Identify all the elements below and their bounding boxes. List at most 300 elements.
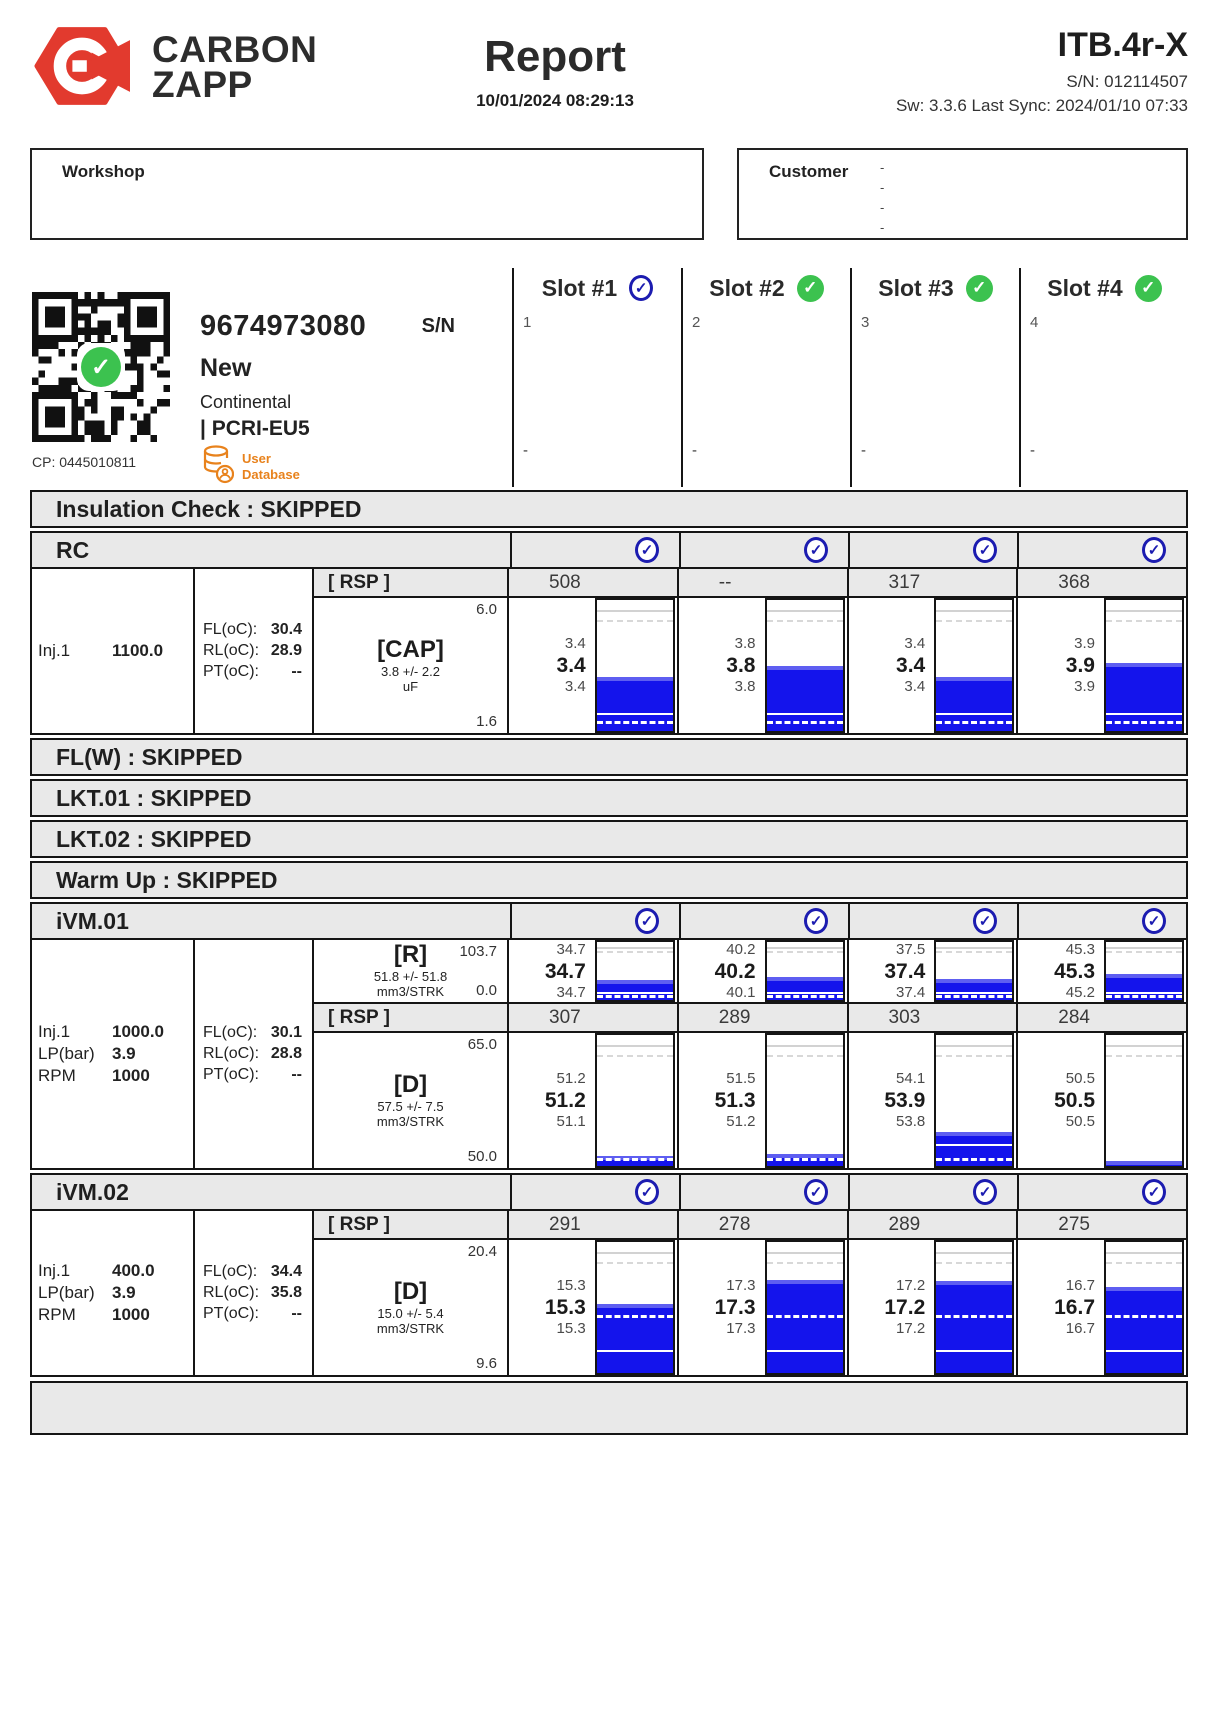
injector-part-number: 9674973080 — [200, 310, 367, 342]
lower-limit-dashed-line — [597, 995, 673, 998]
upper-limit-dashed-line — [936, 951, 1012, 953]
lower-limit-dashed-line — [767, 721, 843, 724]
scale-max: 6.0 — [476, 601, 497, 618]
param-value: 1000 — [112, 1066, 150, 1085]
bar-chart — [1104, 1033, 1184, 1168]
value-min: 53.8 — [896, 1113, 926, 1130]
test-body — [30, 1211, 1188, 1377]
upper-limit-dashed-line — [936, 620, 1012, 622]
user-database-label — [242, 451, 300, 482]
bar-fill — [1106, 1287, 1182, 1373]
rsp-row — [314, 569, 1186, 598]
lower-limit-line — [1106, 713, 1182, 715]
rsp-value: 303 — [849, 1004, 1019, 1031]
brand-wordmark — [152, 29, 318, 106]
lower-limit-dashed-line — [936, 721, 1012, 724]
upper-limit-dashed-line — [767, 1055, 843, 1057]
upper-limit-line — [1106, 610, 1182, 612]
slot-measure-cell — [1018, 1033, 1186, 1168]
temperature-params — [195, 569, 314, 733]
value-min: 34.7 — [556, 983, 586, 1001]
lower-limit-line — [767, 992, 843, 994]
lower-limit-line — [597, 992, 673, 994]
temp-label: PT(oC): — [203, 663, 259, 680]
value-avg: 3.8 — [726, 654, 756, 677]
value-min: 16.7 — [1065, 1320, 1095, 1337]
test-rows — [314, 569, 1186, 733]
section-title: LKT.02 : SKIPPED — [56, 825, 252, 852]
rsp-label: [ RSP ] — [314, 1211, 509, 1238]
value-avg: 15.3 — [544, 1296, 586, 1319]
qr-code — [32, 292, 170, 442]
slot-label: Slot #3 — [878, 274, 954, 301]
rsp-value: 508 — [509, 569, 679, 596]
value-max: 3.9 — [1074, 635, 1095, 652]
scale-min: 1.6 — [476, 713, 497, 730]
measure-label-cell — [314, 940, 509, 1002]
report-datetime: 10/01/2024 08:29:13 — [476, 91, 634, 110]
lower-limit-dashed-line — [936, 1158, 1012, 1161]
rsp-value: 284 — [1058, 1006, 1090, 1028]
param-row — [38, 1044, 189, 1064]
slot-measure-cell — [679, 1033, 849, 1168]
slot-number: 3 — [861, 314, 870, 331]
slot-label: Slot #4 — [1047, 274, 1123, 301]
report-header — [375, 32, 735, 111]
value-avg: 17.2 — [884, 1296, 926, 1319]
workshop-box — [30, 148, 704, 240]
slot-pass-check-green-icon: ✓ — [797, 275, 824, 302]
param-value: 1000 — [112, 1305, 150, 1324]
param-row — [38, 1066, 189, 1086]
slot-pass-check-blue-icon: ✓ — [1142, 1179, 1166, 1205]
bar-chart — [765, 1240, 845, 1375]
bar-chart — [1104, 940, 1184, 1002]
temp-row — [203, 663, 302, 681]
temp-value: 28.9 — [270, 642, 302, 659]
temp-row — [203, 1263, 302, 1281]
scale-max: 103.7 — [459, 943, 497, 960]
test-band — [30, 531, 1188, 569]
value-max: 3.8 — [734, 635, 756, 652]
temp-value: 34.4 — [270, 1263, 302, 1280]
param-row — [38, 1305, 189, 1325]
slot-pass-check-blue-icon: ✓ — [973, 1179, 997, 1205]
slot-serial-placeholder: - — [523, 442, 528, 459]
temperature-params — [195, 940, 314, 1168]
measure-row — [314, 1240, 1186, 1375]
measure-unit: mm3/STRK — [376, 984, 445, 1000]
slot-serial-placeholder: - — [861, 442, 866, 459]
lower-limit-line — [597, 1350, 673, 1352]
param-value: 3.9 — [112, 1044, 136, 1063]
section-title: Insulation Check : SKIPPED — [56, 495, 362, 522]
upper-limit-line — [936, 1045, 1012, 1047]
upper-limit-dashed-line — [1106, 951, 1182, 953]
lower-limit-dashed-line — [597, 721, 673, 724]
slot-measure-values — [679, 940, 765, 1002]
upper-limit-dashed-line — [767, 951, 843, 953]
slot-column-3 — [850, 268, 1019, 487]
slot-measure-values — [509, 1033, 595, 1168]
value-min: 3.8 — [734, 678, 756, 695]
injector-info — [30, 268, 512, 487]
slot-result-cell — [848, 1175, 1017, 1209]
page-title: Report — [484, 32, 626, 81]
lower-limit-dashed-line — [597, 1315, 673, 1318]
value-max: 3.4 — [904, 635, 926, 652]
rsp-label: [ RSP ] — [314, 1004, 509, 1031]
param-label: Inj.1 — [38, 641, 71, 660]
skipped-band — [30, 490, 1188, 528]
slot-measure-values — [509, 598, 595, 733]
brand-line1: CARBON — [152, 29, 318, 70]
temp-row — [203, 1024, 302, 1042]
param-label: RPM — [38, 1305, 76, 1324]
upper-limit-line — [1106, 947, 1182, 949]
measure-tolerance: 51.8 +/- 51.8 — [373, 969, 448, 985]
sections — [30, 490, 1188, 1435]
bar-chart — [934, 940, 1014, 1002]
customer-notes — [880, 158, 884, 238]
upper-limit-dashed-line — [597, 1055, 673, 1057]
skipped-band — [30, 861, 1188, 899]
measure-label-stack — [314, 1278, 507, 1336]
upper-limit-line — [767, 1252, 843, 1254]
bar-chart — [765, 1033, 845, 1168]
slot-column-1 — [512, 268, 681, 487]
slot-measure-values — [679, 1033, 765, 1168]
device-serial: S/N: 012114507 — [1066, 72, 1188, 91]
slot-result-cell — [848, 533, 1017, 567]
value-max: 51.2 — [556, 1070, 586, 1087]
measure-label-cell — [314, 1033, 509, 1168]
lower-limit-line — [597, 1144, 673, 1146]
temp-value: 35.8 — [270, 1284, 302, 1301]
temp-value: -- — [291, 663, 302, 680]
slot-column-2 — [681, 268, 850, 487]
rsp-value: 289 — [849, 1211, 1019, 1238]
value-avg: 3.4 — [896, 654, 926, 677]
slot-header — [683, 268, 850, 308]
temp-row — [203, 1305, 302, 1323]
upper-limit-dashed-line — [936, 1055, 1012, 1057]
slot-measure-cell — [1018, 940, 1186, 1002]
test-band — [30, 1173, 1188, 1211]
slot-measure-values — [509, 1240, 595, 1375]
customer-label: Customer — [769, 162, 849, 181]
slot-measure-cell — [679, 940, 849, 1002]
value-avg: 16.7 — [1054, 1296, 1095, 1319]
slot-pass-check-blue-icon: ✓ — [804, 1179, 828, 1205]
temp-row — [203, 1045, 302, 1063]
slot-result-cell — [510, 904, 679, 938]
skipped-band — [30, 820, 1188, 858]
temp-label: RL(oC): — [203, 1284, 260, 1301]
lower-limit-line — [1106, 992, 1182, 994]
value-avg: 45.3 — [1054, 959, 1095, 983]
slot-result-cell — [1017, 1175, 1186, 1209]
customer-note-line: - — [880, 180, 885, 195]
skipped-band — [30, 738, 1188, 776]
upper-limit-line — [936, 610, 1012, 612]
upper-limit-dashed-line — [767, 1262, 843, 1264]
param-value: 3.9 — [112, 1283, 136, 1302]
value-avg: 51.3 — [714, 1089, 756, 1112]
bar-chart — [934, 1033, 1014, 1168]
value-max: 50.5 — [1065, 1070, 1095, 1087]
slot-pass-check-green-icon: ✓ — [1135, 275, 1162, 302]
slot-pass-check-blue-icon: ✓ — [629, 275, 653, 301]
upper-limit-dashed-line — [1106, 1055, 1182, 1057]
value-min: 50.5 — [1065, 1113, 1095, 1130]
value-min: 40.1 — [726, 983, 756, 1001]
customer-note-line: - — [880, 160, 885, 175]
slot-measure-cell — [849, 598, 1019, 733]
value-max: 15.3 — [556, 1277, 586, 1294]
slot-measure-cell — [509, 940, 679, 1002]
measure-name: [CAP] — [377, 635, 444, 663]
value-avg: 51.2 — [544, 1089, 586, 1112]
injector-type: | PCRI-EU5 — [200, 417, 310, 440]
rsp-value: 368 — [1058, 571, 1090, 593]
injector-params — [32, 940, 195, 1168]
value-min: 3.9 — [1074, 678, 1095, 695]
param-label: LP(bar) — [38, 1283, 95, 1302]
injector-params — [32, 1211, 195, 1375]
upper-limit-dashed-line — [1106, 620, 1182, 622]
bar-fill — [1106, 1161, 1182, 1166]
upper-limit-dashed-line — [1106, 1262, 1182, 1264]
slot-number: 1 — [523, 314, 532, 331]
temp-value: -- — [291, 1305, 302, 1322]
lower-limit-dashed-line — [1106, 1158, 1182, 1161]
lower-limit-dashed-line — [1106, 995, 1182, 998]
measure-tolerance: 57.5 +/- 7.5 — [377, 1098, 444, 1114]
upper-limit-line — [767, 947, 843, 949]
upper-limit-line — [1106, 1252, 1182, 1254]
slot-pass-check-blue-icon: ✓ — [1142, 537, 1166, 563]
slot-measure-cell — [679, 1240, 849, 1375]
lower-limit-dashed-line — [767, 1158, 843, 1161]
measure-row — [314, 1033, 1186, 1168]
measure-row — [314, 940, 1186, 1004]
database-icon — [202, 444, 234, 489]
section-title: Warm Up : SKIPPED — [56, 866, 278, 893]
value-min: 15.3 — [556, 1320, 586, 1337]
rsp-row — [314, 1211, 1186, 1240]
value-max: 45.3 — [1065, 940, 1095, 958]
section-title: iVM.01 — [56, 907, 129, 934]
measure-unit: uF — [402, 678, 419, 694]
value-avg: 3.9 — [1065, 654, 1095, 677]
slot-pass-check-green-icon: ✓ — [966, 275, 993, 302]
temp-label: FL(oC): — [203, 1263, 258, 1280]
value-min: 51.1 — [556, 1113, 586, 1130]
injector-brand: Continental — [200, 392, 292, 412]
temp-value: 30.1 — [270, 1024, 302, 1041]
qr-check-icon: ✓ — [77, 343, 125, 391]
bar-fill — [936, 1132, 1012, 1166]
slot-measure-values — [849, 598, 935, 733]
temp-row — [203, 642, 302, 660]
slot-measure-cell — [849, 940, 1019, 1002]
slot-result-cell — [510, 1175, 679, 1209]
value-avg: 40.2 — [714, 959, 756, 983]
customer-note-line: - — [880, 200, 885, 215]
test-body — [30, 569, 1188, 735]
scale-min: 0.0 — [476, 982, 497, 999]
param-label: Inj.1 — [38, 1022, 71, 1041]
scale-max: 20.4 — [467, 1243, 497, 1260]
param-value: 1100.0 — [112, 641, 164, 660]
lower-limit-dashed-line — [1106, 721, 1182, 724]
temp-label: FL(oC): — [203, 621, 258, 638]
carbon-zapp-logo-icon — [34, 26, 130, 106]
section-title: iVM.02 — [56, 1178, 129, 1205]
slot-number: 2 — [692, 314, 701, 331]
section-title: LKT.01 : SKIPPED — [56, 784, 252, 811]
lower-limit-dashed-line — [936, 1315, 1012, 1318]
value-min: 45.2 — [1065, 983, 1095, 1001]
param-label: RPM — [38, 1066, 76, 1085]
bar-chart — [934, 598, 1014, 733]
lower-limit-dashed-line — [1106, 1315, 1182, 1318]
slot-measure-cell — [1018, 1240, 1186, 1375]
slot-measure-cell — [849, 1240, 1019, 1375]
slot-pass-check-blue-icon: ✓ — [804, 908, 828, 934]
value-max: 54.1 — [896, 1070, 926, 1087]
param-label: LP(bar) — [38, 1044, 95, 1063]
measure-label-stack — [314, 1071, 507, 1129]
slot-measure-cell — [679, 598, 849, 733]
slot-pass-check-blue-icon: ✓ — [804, 537, 828, 563]
injector-cp-code: CP: 0445010811 — [32, 454, 137, 470]
brand-line2: ZAPP — [152, 64, 253, 106]
temp-label: PT(oC): — [203, 1305, 259, 1322]
scale-min: 9.6 — [476, 1355, 497, 1372]
upper-limit-line — [597, 1045, 673, 1047]
workshop-label: Workshop — [62, 162, 145, 181]
bar-chart — [934, 1240, 1014, 1375]
value-avg: 17.3 — [714, 1296, 756, 1319]
measure-name: [D] — [393, 1277, 428, 1305]
slot-header — [1021, 268, 1188, 308]
slot-pass-check-blue-icon: ✓ — [635, 537, 659, 563]
injector-params — [32, 569, 195, 733]
param-row — [38, 1283, 189, 1303]
user-database-line2: Database — [242, 466, 300, 482]
upper-limit-line — [597, 1252, 673, 1254]
measure-label-stack — [314, 942, 507, 1000]
lower-limit-line — [1106, 1144, 1182, 1146]
lower-limit-line — [767, 713, 843, 715]
value-max: 17.2 — [896, 1277, 926, 1294]
slot-measure-values — [1018, 598, 1104, 733]
slot-column-4 — [1019, 268, 1188, 487]
slot-measure-values — [679, 598, 765, 733]
param-value: 400.0 — [112, 1261, 155, 1280]
measure-tolerance: 3.8 +/- 2.2 — [381, 663, 440, 679]
value-min: 17.3 — [726, 1320, 756, 1337]
slot-result-cell — [1017, 533, 1186, 567]
slot-header — [852, 268, 1019, 308]
temp-value: 28.8 — [270, 1045, 302, 1062]
bar-chart — [595, 598, 675, 733]
param-value: 1000.0 — [112, 1022, 164, 1041]
rsp-value: -- — [679, 569, 849, 596]
value-max: 51.5 — [726, 1070, 756, 1087]
customer-note-line: - — [880, 220, 885, 235]
rsp-label: [ RSP ] — [314, 569, 509, 596]
measure-name: [R] — [393, 940, 428, 968]
upper-limit-dashed-line — [597, 1262, 673, 1264]
value-max: 3.4 — [564, 635, 586, 652]
slot-measure-values — [679, 1240, 765, 1375]
slot-measure-cell — [509, 1240, 679, 1375]
rsp-value: 278 — [679, 1211, 849, 1238]
bar-fill — [767, 1280, 843, 1373]
slot-measure-values — [849, 1033, 935, 1168]
temp-label: PT(oC): — [203, 1066, 259, 1083]
lower-limit-line — [597, 713, 673, 715]
upper-limit-line — [767, 1045, 843, 1047]
value-max: 16.7 — [1065, 1277, 1095, 1294]
customer-box — [737, 148, 1188, 240]
rsp-row — [314, 1004, 1186, 1033]
test-band — [30, 902, 1188, 940]
rsp-value: 307 — [509, 1004, 679, 1031]
lower-limit-dashed-line — [597, 1158, 673, 1161]
temp-label: RL(oC): — [203, 642, 260, 659]
measure-tolerance: 15.0 +/- 5.4 — [377, 1305, 444, 1321]
measure-row — [314, 598, 1186, 733]
param-label: Inj.1 — [38, 1261, 71, 1280]
measure-unit: mm3/STRK — [376, 1320, 445, 1336]
upper-limit-line — [767, 610, 843, 612]
slot-pass-check-blue-icon: ✓ — [635, 1179, 659, 1205]
lower-limit-line — [936, 1350, 1012, 1352]
test-rows — [314, 940, 1186, 1168]
slot-pass-check-blue-icon: ✓ — [973, 908, 997, 934]
skipped-band — [30, 779, 1188, 817]
value-min: 17.2 — [896, 1320, 926, 1337]
slot-result-cell — [510, 533, 679, 567]
lower-limit-line — [767, 1350, 843, 1352]
upper-limit-line — [597, 610, 673, 612]
lower-limit-line — [1106, 1350, 1182, 1352]
lower-limit-dashed-line — [767, 995, 843, 998]
slot-result-cell — [679, 1175, 848, 1209]
injector-condition: New — [200, 354, 252, 382]
slot-result-cell — [679, 904, 848, 938]
measure-label-cell — [314, 1240, 509, 1375]
measure-unit: mm3/STRK — [376, 1113, 445, 1129]
user-database-line1: User — [242, 450, 271, 466]
upper-limit-line — [936, 1252, 1012, 1254]
device-software-sync: Sw: 3.3.6 Last Sync: 2024/01/10 07:33 — [895, 96, 1188, 115]
slot-result-cell — [848, 904, 1017, 938]
value-avg: 37.4 — [884, 959, 926, 983]
bar-chart — [595, 940, 675, 1002]
temp-label: FL(oC): — [203, 1024, 258, 1041]
measure-name: [D] — [393, 1070, 428, 1098]
value-avg: 50.5 — [1054, 1089, 1095, 1112]
slot-label: Slot #1 — [541, 274, 618, 301]
sn-column-label: S/N — [421, 315, 455, 337]
value-min: 3.4 — [904, 678, 926, 695]
temp-value: -- — [291, 1066, 302, 1083]
